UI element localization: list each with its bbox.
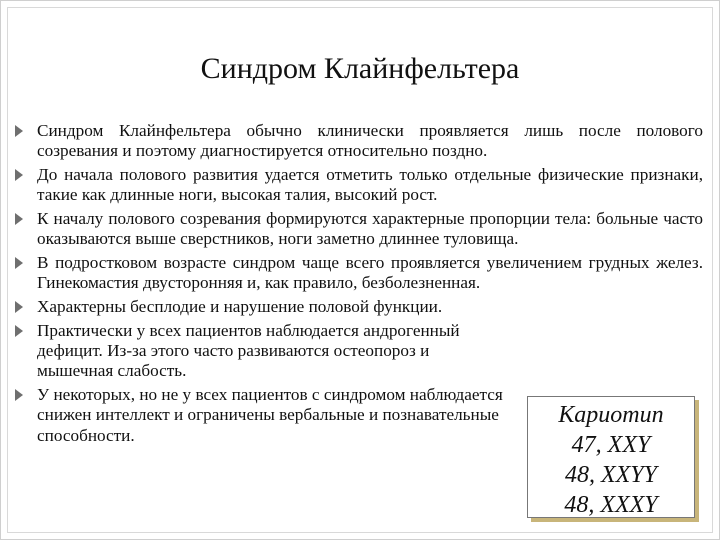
list-item bbox=[15, 253, 703, 294]
list-item bbox=[15, 121, 703, 162]
list-item bbox=[15, 209, 703, 250]
list-item-text: Синдром Клайнфельтера обычно клинически проявляется лишь после полового созревания и поэтому диагностируется относительно поздно. bbox=[37, 121, 703, 161]
list-item-text: У некоторых, но не у всех пациентов с синдромом наблюдается снижен интеллект и ограничены вербальные и познавательные способности. bbox=[37, 385, 503, 445]
list-item bbox=[15, 321, 509, 382]
list-item bbox=[15, 165, 703, 206]
triangle-bullet-icon bbox=[15, 169, 23, 181]
karyotype-box bbox=[527, 396, 695, 518]
karyotype-line: 48, XXYY bbox=[564, 462, 657, 488]
list-item-text: К началу полового созревания формируются характерные пропорции тела: больные часто оказываются выше сверстников, ноги заметно длиннее туловища. bbox=[37, 209, 703, 249]
karyotype-line: 48, XXXY bbox=[564, 492, 658, 518]
list-item bbox=[15, 385, 509, 446]
list-item-text: Практически у всех пациентов наблюдается андрогенный дефицит. Из-за этого часто развиваются остеопороз и мышечная слабость. bbox=[37, 320, 460, 381]
karyotype-heading: Кариотип bbox=[558, 402, 664, 428]
triangle-bullet-icon bbox=[15, 301, 23, 313]
list-item-text: До начала полового развития удается отметить только отдельные физические признаки, такие как длинные ноги, высокая талия, высокий рост. bbox=[37, 165, 703, 205]
triangle-bullet-icon bbox=[15, 125, 23, 137]
triangle-bullet-icon bbox=[15, 389, 23, 401]
karyotype-line: 47, XXY bbox=[571, 432, 651, 458]
triangle-bullet-icon bbox=[15, 257, 23, 269]
slide-title: Синдром Клайнфельтера bbox=[200, 52, 520, 85]
triangle-bullet-icon bbox=[15, 325, 23, 337]
triangle-bullet-icon bbox=[15, 213, 23, 225]
list-item-text: В подростковом возрасте синдром чаще всего проявляется увеличением грудных желез. Гинекомастия двусторонняя и, как правило, безболезненная. bbox=[37, 253, 703, 293]
list-item bbox=[15, 297, 703, 317]
list-item-text: Характерны бесплодие и нарушение половой функции. bbox=[37, 297, 443, 316]
